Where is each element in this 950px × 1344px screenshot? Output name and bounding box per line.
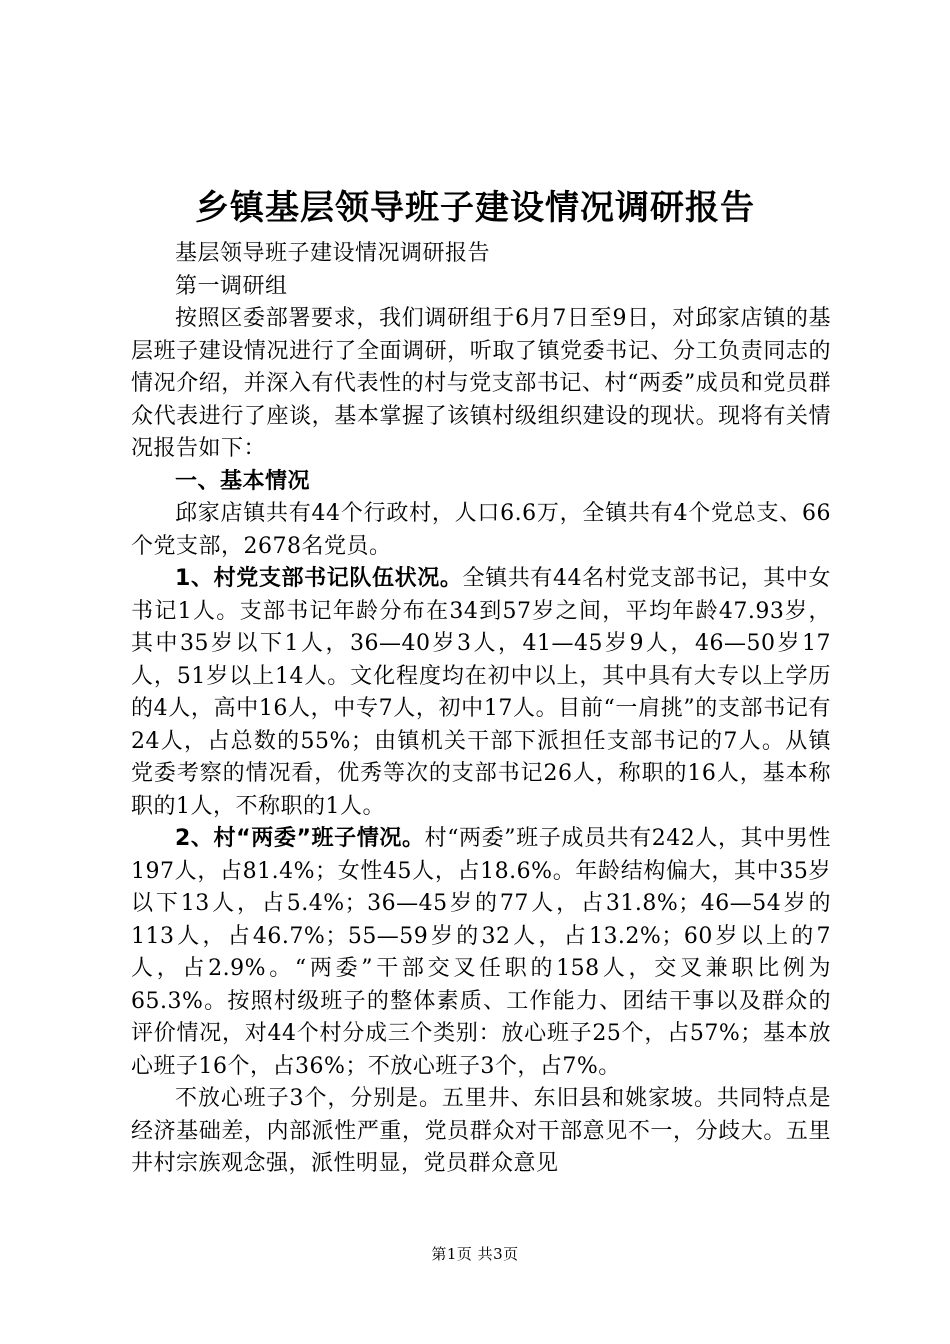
item-1-lead: 1、村党支部书记队伍状况。: [175, 566, 463, 591]
subtitle-line: 基层领导班子建设情况调研报告: [175, 241, 491, 266]
intro-paragraph: 按照区委部署要求，我们调研组于6月7日至9日，对邱家店镇的基层班子建设情况进行了全面调研，听取了镇党委书记、分工负责同志的情况介绍，并深入有代表性的村与党支部书记、村“两委”成员和党员群众代表进行了座谈，基本掌握了该镇村级组织建设的现状。现将有关情况报告如下：: [131, 306, 831, 461]
author-line: 第一调研组: [175, 273, 288, 299]
document-body: [131, 238, 831, 1181]
item-2-text: 村“两委”班子成员共有242人，其中男性197人，占81.4%；女性45人，占18.6%。年龄结构偏大，其中35岁以下13人，占5.4%；36—45岁的77人，占31.8%；46—54岁的113人，占46.7%；55—59岁的32人，占13.2%；60岁以上的7人，占2.9%。“两委”干部交叉任职的158人，交叉兼职比例为65.3%。按照村级班子的整体素质、工作能力、团结干事以及群众的评价情况，对44个村分成三个类别：放心班子25个，占57%；基本放心班子16个，占36%；不放心班子3个，占7%。: [131, 826, 831, 1079]
item-2-lead: 2、村“两委”班子情况。: [175, 826, 425, 851]
section-heading-basic: 一、基本情况: [175, 468, 311, 494]
page-number-footer: 第1页 共3页: [431, 1245, 519, 1263]
item-3-paragraph: 不放心班子3个，分别是。五里井、东旧县和姚家坡。共同特点是经济基础差，内部派性严重，党员群众对干部意见不一，分歧大。五里井村宗族观念强，派性明显，党员群众意见: [131, 1086, 831, 1176]
item-1-paragraph: [131, 563, 831, 823]
item-1-text: 全镇共有44名村党支部书记，其中女书记1人。支部书记年龄分布在34到57岁之间，平均年龄47.93岁，其中35岁以下1人，36—40岁3人，41—45岁9人，46—50岁17人，51岁以上14人。文化程度均在初中以上，其中具有大专以上学历的4人，高中16人，中专7人，初中17人。目前“一肩挑”的支部书记有24人，占总数的55%；由镇机关干部下派担任支部书记的7人。从镇党委考察的情况看，优秀等次的支部书记26人，称职的16人，基本称职的1人，不称职的1人。: [131, 566, 832, 819]
document-title: 乡镇基层领导班子建设情况调研报告: [195, 188, 755, 228]
section-basic-paragraph: 邱家店镇共有44个行政村，人口6.6万，全镇共有4个党总支、66个党支部，2678名党员。: [131, 501, 831, 559]
item-2-paragraph: [131, 823, 831, 1083]
